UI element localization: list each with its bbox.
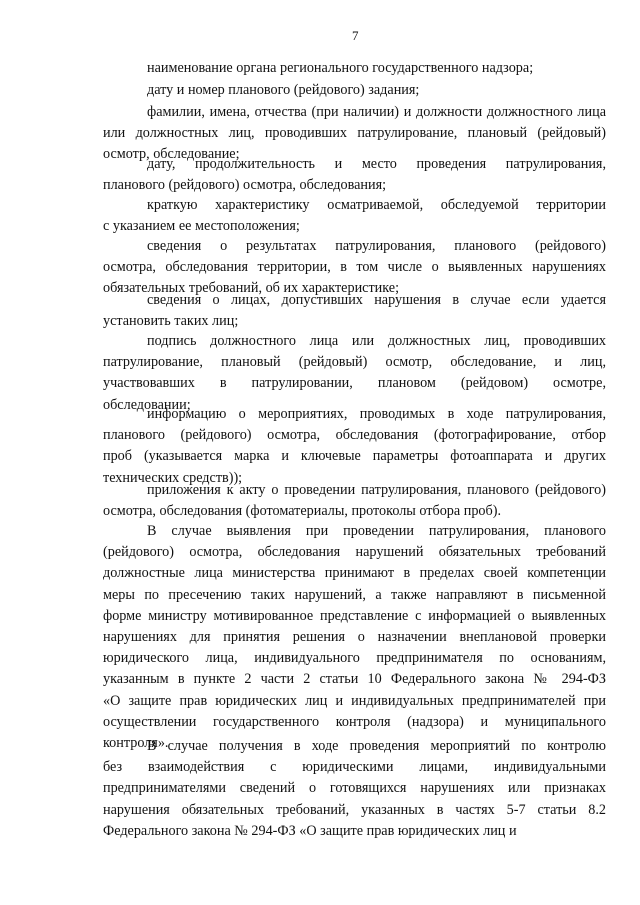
text-line: должностные лица министерства принимают в пределах своей компетенции — [103, 565, 606, 582]
text-line: приложения к акту о проведении патрулирования, планового (рейдового) — [147, 482, 606, 498]
paragraph — [103, 195, 606, 237]
text-line: или должностных лиц, проводивших патрулирование, плановый (рейдовый) — [103, 125, 606, 142]
text-line: «О защите прав юридических лиц и индивидуальных предпринимателей при — [103, 692, 606, 709]
text-line: планового (рейдового) осмотра, обследования; — [103, 177, 387, 194]
text-line: патрулирование, плановый (рейдовый) осмотр, обследование, и лиц, — [103, 354, 606, 371]
text-line: предпринимателями сведений о готовящихся нарушениях или признаках — [103, 780, 606, 797]
text-line: установить таких лиц; — [103, 313, 239, 330]
text-line: сведения о лицах, допустивших нарушения в случае если удается — [147, 292, 606, 308]
text-line: участвовавших в патрулировании, плановом (рейдовом) осмотре, — [103, 375, 606, 392]
paragraph — [103, 58, 606, 79]
text-line: краткую характеристику осматриваемой, обследуемой территории — [147, 197, 606, 213]
paragraph — [103, 480, 606, 522]
paragraph — [103, 736, 606, 842]
text-line: технических средств)); — [103, 469, 243, 486]
text-line: осуществлении государственного контроля (надзора) и муниципального — [103, 713, 606, 730]
text-line: В случае получения в ходе проведения мероприятий по контролю — [147, 738, 606, 754]
paragraph — [103, 290, 606, 332]
text-line: информацию о мероприятиях, проводимых в ходе патрулирования, — [147, 406, 606, 422]
text-line: подпись должностного лица или должностных лиц, проводивших — [147, 333, 606, 349]
page-number: 7 — [352, 28, 359, 43]
text-line: контроля». — [103, 735, 169, 752]
paragraph — [103, 521, 606, 754]
text-line: обследовании; — [103, 396, 191, 413]
text-line: сведения о результатах патрулирования, планового (рейдового) — [147, 238, 606, 254]
text-line: В случае выявления при проведении патрулирования, планового — [147, 523, 606, 539]
text-line: Федерального закона № 294-ФЗ «О защите прав юридических лиц и — [103, 822, 517, 839]
text-line: осмотра, обследования территории, в том числе о выявленных нарушениях — [103, 259, 606, 276]
text-line: нарушениях для принятия решения о назначении внеплановой проверки — [103, 629, 606, 646]
text-line: указанным в пункте 2 части 2 статьи 10 Федерального закона № 294-ФЗ — [103, 671, 606, 688]
text-line: (рейдового) осмотра, обследования нарушений обязательных требований — [103, 544, 606, 561]
text-line: без взаимодействия с юридическими лицами, индивидуальными — [103, 759, 606, 776]
text-line: меры по пресечению таких нарушений, а также направляют в письменной — [103, 586, 606, 603]
text-line: осмотр, обследование; — [103, 146, 240, 163]
text-line: обязательных требований, об их характеристике; — [103, 280, 400, 297]
text-line: форме министру мотивированное представление с информацией о выявленных — [103, 607, 606, 624]
text-line: с указанием ее местоположения; — [103, 218, 300, 235]
text-line: дату и номер планового (рейдового) задания; — [147, 82, 420, 98]
text-line: нарушения обязательных требований, указанных в частях 5-7 статьи 8.2 — [103, 801, 606, 818]
text-line: проб (указывается марка и ключевые параметры фотоаппарата и других — [103, 448, 606, 465]
paragraph — [103, 80, 606, 101]
text-line: планового (рейдового) осмотра, обследования (фотографирование, отбор — [103, 427, 606, 444]
paragraph — [103, 154, 606, 196]
paragraph — [103, 404, 606, 489]
text-line: фамилии, имена, отчества (при наличии) и должности должностного лица — [147, 104, 606, 120]
text-line: юридического лица, индивидуального предпринимателя по основаниям, — [103, 650, 606, 667]
text-line: наименование органа регионального государственного надзора; — [147, 60, 534, 76]
text-line: осмотра, обследования (фотоматериалы, протоколы отбора проб). — [103, 503, 502, 520]
text-line: дату, продолжительность и место проведения патрулирования, — [147, 156, 606, 172]
